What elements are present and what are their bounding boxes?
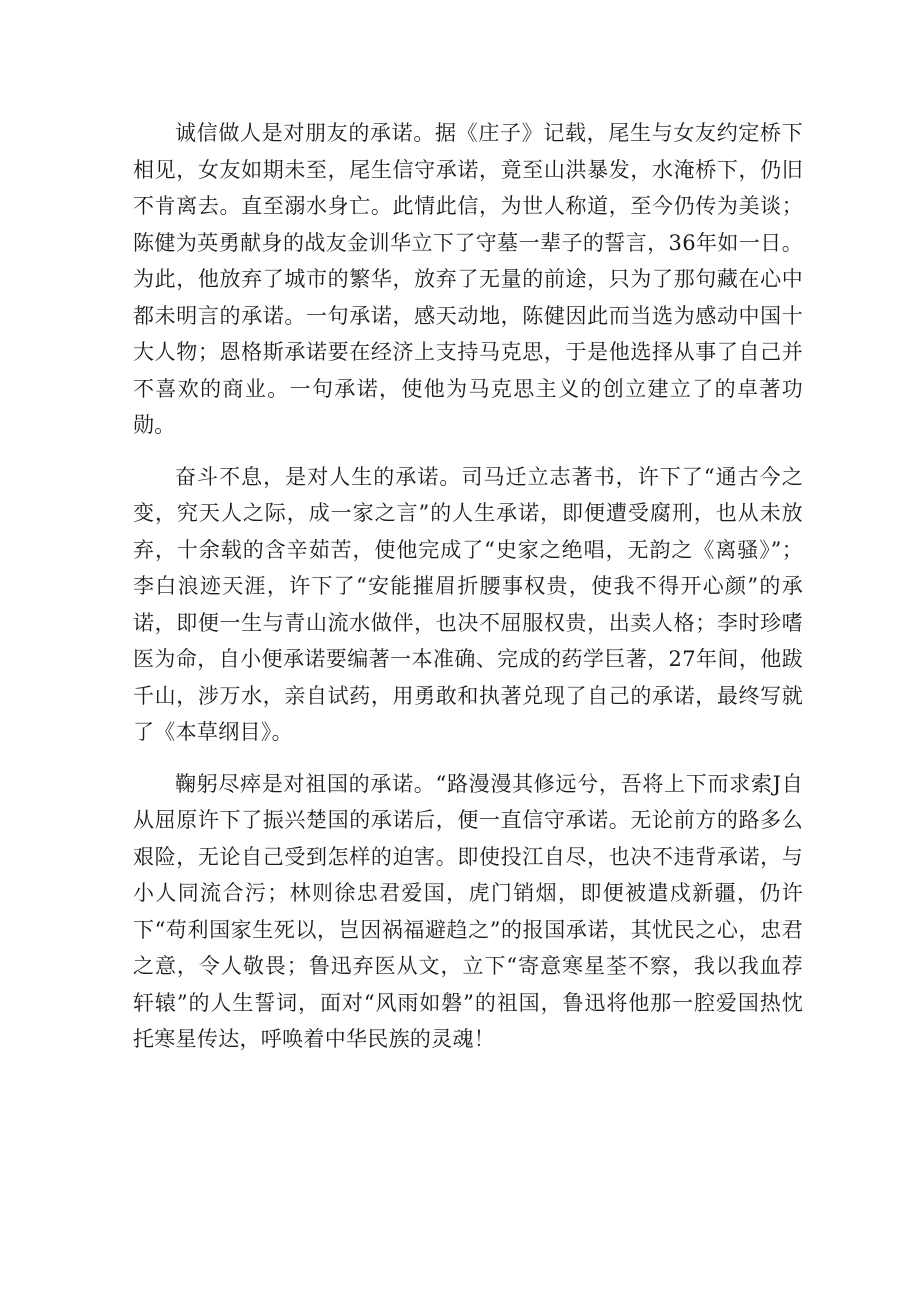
paragraph-life-promise: 奋斗不息，是对人生的承诺。司马迁立志著书，许下了“通古今之变，究天人之际，成一家之言”的人生承诺，即便遭受腐刑，也从未放弃，十余载的含辛茹苦，使他完成了“史家之绝唱，无韵之《离骚》”；李白浪迹天涯，许下了“安能摧眉折腰事权贵，使我不得开心颜”的承诺，即便一生与青山流水做伴，也决不屈服权贵，出卖人格；李时珍嗜医为命，自小便承诺要编著一本准确、完成的药学巨著，27年间，他跋千山，涉万水，亲自试药，用勇敢和执著兑现了自己的承诺，最终写就了《本草纲目》。 bbox=[133, 464, 803, 744]
paragraph-country-promise: 鞠躬尽瘁是对祖国的承诺。“路漫漫其修远兮，吾将上下而求索J自从屈原许下了振兴楚国的承诺后，便一直信守承诺。无论前方的路多么艰险，无论自己受到怎样的迫害。即使投江自尽，也决不违背承诺，与小人同流合污；林则徐忠君爱国，虎门销烟，即便被遣戍新疆，仍许下“苟利国家生死以，岂因祸福避趋之”的报国承诺，其忧民之心，忠君之意，令人敬畏；鲁迅弃医从文，立下“寄意寒星荃不察，我以我血荐轩辕”的人生誓词，面对“风雨如磐”的祖国，鲁迅将他那一腔爱国热忱托寒星传达，呼唤着中华民族的灵魂！ bbox=[133, 771, 803, 1051]
document-body bbox=[133, 115, 803, 1058]
paragraph-friendship-promise: 诚信做人是对朋友的承诺。据《庄子》记载，尾生与女友约定桥下相见，女友如期未至，尾生信守承诺，竟至山洪暴发，水淹桥下，仍旧不肯离去。直至溺水身亡。此情此信，为世人称道，至今仍传为美谈；陈健为英勇献身的战友金训华立下了守墓一辈子的誓言，36年如一日。为此，他放弃了城市的繁华，放弃了无量的前途，只为了那句藏在心中都未明言的承诺。一句承诺，感天动地，陈健因此而当选为感动中国十大人物；恩格斯承诺要在经济上支持马克思，于是他选择从事了自己并不喜欢的商业。一句承诺，使他为马克思主义的创立建立了的卓著功勋。 bbox=[133, 121, 803, 437]
